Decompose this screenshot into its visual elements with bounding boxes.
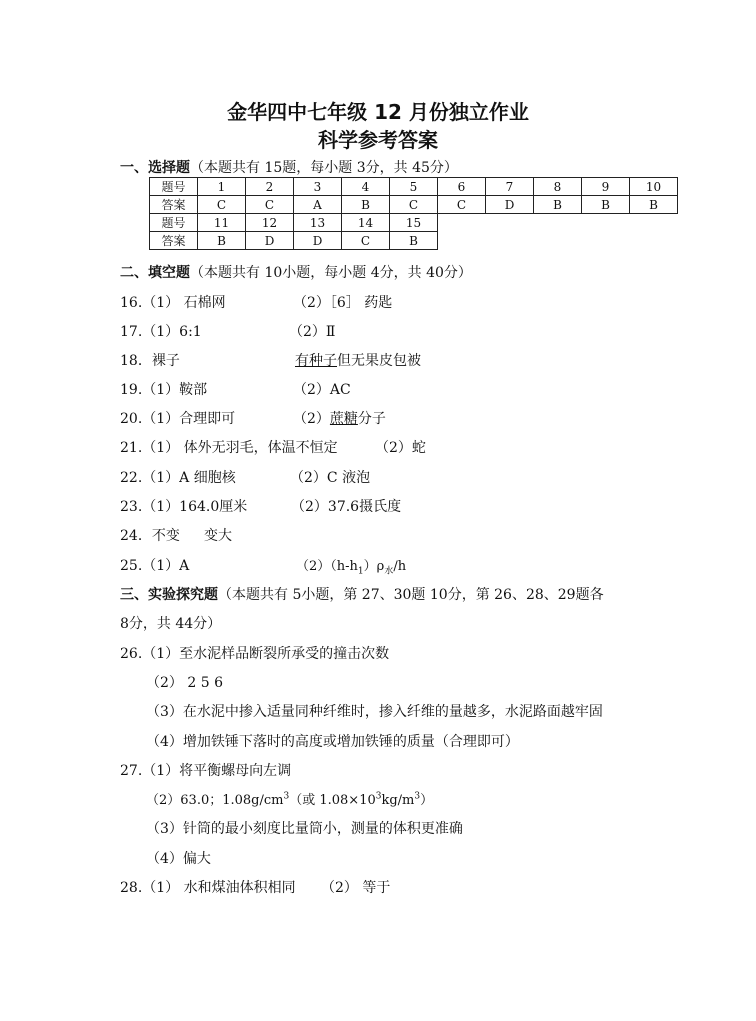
- table-cell: B: [342, 196, 390, 214]
- q19-part2: （2）AC: [293, 382, 351, 398]
- q27-density-c: kg/m: [381, 793, 415, 808]
- q22-part1: 22.（1）A 细胞核: [120, 470, 236, 486]
- table-cell: D: [246, 232, 294, 250]
- table-row: [150, 214, 678, 232]
- q24-part2: 变大: [204, 528, 232, 544]
- table-row: [150, 232, 678, 250]
- section1-header: [120, 157, 458, 177]
- q24-part1: 24．不变: [120, 528, 180, 544]
- table-cell: 4: [342, 178, 390, 196]
- q27-sup-3: 3: [414, 791, 421, 802]
- q16-part2: （2）［6］ 药匙: [293, 295, 393, 311]
- table-cell: 11: [198, 214, 246, 232]
- section2-heading: 二、填空题: [120, 265, 190, 281]
- table-cell: D: [486, 196, 534, 214]
- table-cell: B: [390, 232, 438, 250]
- q27-line1: 27.（1）将平衡螺母向左调: [120, 763, 292, 779]
- q27-density-d: ）: [420, 793, 434, 808]
- table-cell: 3: [294, 178, 342, 196]
- table-cell: 8: [534, 178, 582, 196]
- table-cell: C: [342, 232, 390, 250]
- q16-part1: 16.（1） 石棉网: [120, 295, 226, 311]
- q25-middle: ）ρ: [363, 559, 385, 574]
- q27-density-b: （或 1.08×10: [289, 793, 376, 808]
- table-cell: B: [630, 196, 678, 214]
- table-row-label: 题号: [150, 214, 198, 232]
- q28-part2: （2） 等于: [321, 880, 391, 896]
- q27-sup-1: 3: [283, 791, 290, 802]
- table-cell: D: [294, 232, 342, 250]
- page-title: 金华四中七年级 12 月份独立作业: [227, 100, 529, 124]
- section3-header: [120, 584, 604, 604]
- q27-line2: [146, 789, 433, 808]
- section1-note: （本题共有 15题，每小题 3分，共 45分）: [190, 160, 458, 176]
- table-cell: 6: [438, 178, 486, 196]
- q25-prefix: （2）（h-h: [296, 559, 358, 574]
- answer-table: [149, 177, 678, 250]
- section3-heading: 三、实验探究题: [120, 587, 218, 603]
- table-cell: 12: [246, 214, 294, 232]
- table-row: [150, 196, 678, 214]
- q17-part2: （2）Ⅱ: [289, 324, 336, 340]
- page-subtitle: 科学参考答案: [318, 128, 438, 152]
- table-cell: 7: [486, 178, 534, 196]
- section2-header: [120, 262, 472, 282]
- table-cell: 9: [582, 178, 630, 196]
- table-cell: B: [534, 196, 582, 214]
- q17-part1: 17.（1）6:1: [120, 324, 202, 340]
- q18-part1: 18．裸子: [120, 353, 180, 369]
- table-cell: C: [198, 196, 246, 214]
- q26-line1: 26.（1）至水泥样品断裂所承受的撞击次数: [120, 646, 390, 662]
- q28-part1: 28.（1） 水和煤油体积相同: [120, 880, 296, 896]
- section2-note: （本题共有 10小题，每小题 4分，共 40分）: [190, 265, 472, 281]
- section3-note1: （本题共有 5小题，第 27、30题 10分，第 26、28、29题各: [218, 587, 604, 603]
- q22-part2: （2）C 液泡: [290, 470, 371, 486]
- q25-rest: /h: [393, 559, 407, 574]
- q26-line2: （2） 2 5 6: [146, 675, 223, 691]
- q18-part2: [295, 350, 421, 370]
- table-cell: 15: [390, 214, 438, 232]
- q20-part1: 20.（1）合理即可: [120, 411, 236, 427]
- table-cell: 5: [390, 178, 438, 196]
- table-cell: B: [582, 196, 630, 214]
- q26-line3: （3）在水泥中掺入适量同种纤维时，掺入纤维的量越多，水泥路面越牢固: [146, 704, 603, 720]
- q20-prefix: （2）: [293, 411, 330, 427]
- q23-part1: 23.（1）164.0厘米: [120, 499, 248, 515]
- q20-part2: [293, 408, 386, 428]
- q27-line4: （4）偏大: [146, 851, 211, 867]
- q18-underlined: 有种子: [295, 353, 337, 369]
- q25-subscript-2: 水: [384, 566, 394, 577]
- table-cell: 10: [630, 178, 678, 196]
- q25-part2: [296, 555, 406, 577]
- table-row-label: 答案: [150, 232, 198, 250]
- table-cell: C: [390, 196, 438, 214]
- section3-note2: 8分，共 44分）: [120, 616, 222, 632]
- q27-density-a: （2）63.0；1.08g/cm: [146, 793, 284, 808]
- table-row: [150, 178, 678, 196]
- q27-line3: （3）针筒的最小刻度比量筒小，测量的体积更准确: [146, 821, 463, 837]
- q23-part2: （2）37.6摄氏度: [291, 499, 402, 515]
- table-cell: B: [198, 232, 246, 250]
- table-cell: C: [438, 196, 486, 214]
- q25-subscript-1: 1: [357, 566, 364, 577]
- table-cell: 1: [198, 178, 246, 196]
- q18-rest: 但无果皮包被: [337, 353, 421, 369]
- q25-part1: 25.（1）A: [120, 558, 190, 574]
- section1-heading: 一、选择题: [120, 160, 190, 176]
- table-row-label: 题号: [150, 178, 198, 196]
- table-cell: 2: [246, 178, 294, 196]
- q20-underlined: 蔗糖: [329, 411, 358, 427]
- table-cell: A: [294, 196, 342, 214]
- q26-line4: （4）增加铁锤下落时的高度或增加铁锤的质量（合理即可）: [146, 734, 519, 750]
- table-row-label: 答案: [150, 196, 198, 214]
- q19-part1: 19.（1）鞍部: [120, 382, 208, 398]
- table-cell: 13: [294, 214, 342, 232]
- q20-rest: 分子: [357, 411, 386, 427]
- q27-sup-2: 3: [375, 791, 382, 802]
- table-cell: C: [246, 196, 294, 214]
- q21-part2: （2）蛇: [375, 440, 426, 456]
- table-cell: 14: [342, 214, 390, 232]
- q21-part1: 21.（1） 体外无羽毛，体温不恒定: [120, 440, 338, 456]
